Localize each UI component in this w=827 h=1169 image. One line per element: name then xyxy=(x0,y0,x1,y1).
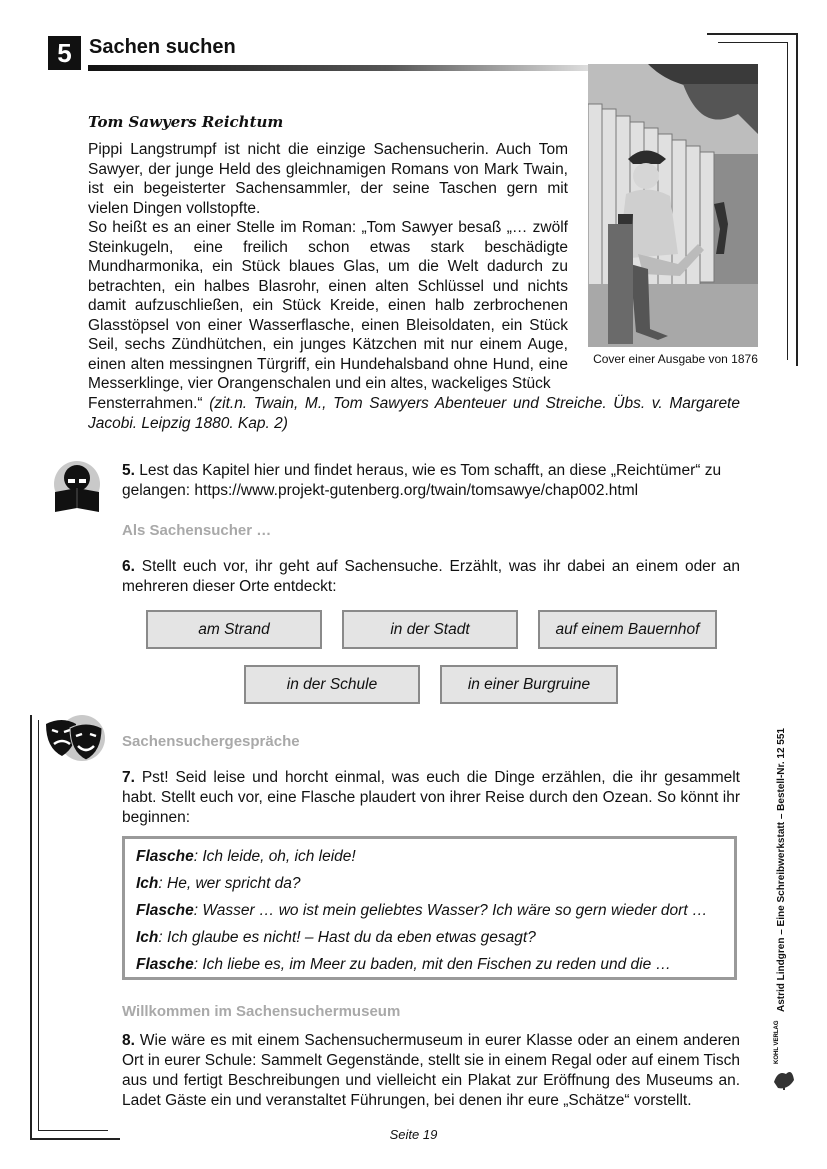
option-in-einer-burgruine: in einer Burgruine xyxy=(440,665,618,704)
frame-line xyxy=(707,33,797,35)
dialogue-text: : He, wer spricht da? xyxy=(158,875,301,892)
dialogue-box xyxy=(122,836,737,980)
dialogue-line xyxy=(136,929,536,947)
dialogue-line xyxy=(136,875,301,893)
book-cover-image xyxy=(588,64,758,347)
page-number: Seite 19 xyxy=(389,1127,438,1142)
dialogue-line xyxy=(136,848,356,866)
page-title: Sachen suchen xyxy=(89,36,236,58)
task-6-number: 6. xyxy=(122,558,135,575)
frame-line xyxy=(38,720,39,1130)
option-am-strand: am Strand xyxy=(146,610,322,649)
dialogue-speaker: Flasche xyxy=(136,902,194,919)
dialogue-speaker: Flasche xyxy=(136,956,194,973)
dialogue-speaker: Ich xyxy=(136,929,159,946)
frame-line xyxy=(718,42,788,43)
intro-text-1: Pippi Langstrumpf ist nicht die einzige Sachensucherin. Auch Tom Sawyer, der junge Held des gleichnamigen Romans von Mark Twain, ist ein begeisterter Sachensammler, der seine Taschen gern mit vielen Dingen vollstopfte. xyxy=(88,141,568,217)
task-6 xyxy=(122,557,740,597)
intro-paragraph-end xyxy=(88,394,740,433)
task-5-number: 5. xyxy=(122,462,135,479)
frame-line xyxy=(787,42,788,360)
intro-text-2: So heißt es an einer Stelle im Roman: „Tom Sawyer besaß „… zwölf Steinkugeln, eine freilich schon etwas stark beschädigte Mundharmonika, ein Stück blaues Glas, um die Welt dadurch zu betrachten, ein halbes Blasrohr, einen alten Schlüssel und nichts damit aufzuschließen, ein Stück Kreide, einen halb zerbrochenen Glasstöpsel von einer Wasserflasche, einen Bleisoldaten, ein Stück Seil, sechs Zündhütchen, ein junges Kätzchen mit nur einem Auge, einen alten messingnen Türgriff, ein Hundehalsband ohne Hund, eine Messerklinge, vier Orangenschalen und ein altes, wackeliges Stück xyxy=(88,219,568,392)
chapter-number: 5 xyxy=(48,36,81,70)
section-subtitle: Tom Sawyers Reichtum xyxy=(88,113,284,131)
side-order-info: Astrid Lindgren – Eine Schreibwerkstatt – Bestell-Nr. 12 551 xyxy=(776,728,787,1012)
task-8-number: 8. xyxy=(122,1032,135,1049)
section-heading-museum: Willkommen im Sachensuchermuseum xyxy=(122,1003,401,1020)
dialogue-text: : Wasser … wo ist mein geliebtes Wasser? Ich wäre so gern wieder dort … xyxy=(193,902,708,919)
section-heading-sachensucher: Als Sachensucher … xyxy=(122,522,272,539)
frame-line xyxy=(30,715,32,1139)
task-7-number: 7. xyxy=(122,769,135,786)
task-5-text: Lest das Kapitel hier und findet heraus, wie es Tom schafft, an diese „Reichtümer“ zu gelangen: https://www.projekt-gutenberg.org/twain/tomsawye/chap002.html xyxy=(122,462,722,499)
option-auf-einem-bauernhof: auf einem Bauernhof xyxy=(538,610,717,649)
dialogue-line xyxy=(136,956,671,974)
frame-line xyxy=(796,33,798,366)
dialogue-text: : Ich liebe es, im Meer zu baden, mit den Fischen zu reden und die … xyxy=(193,956,672,973)
citation: (zit.n. Twain, M., Tom Sawyers Abenteuer und Streiche. Übs. v. Margarete Jacobi. Leipzig 1880. Kap. 2) xyxy=(88,395,740,432)
dialogue-line xyxy=(136,902,707,920)
option-in-der-stadt: in der Stadt xyxy=(342,610,518,649)
task-6-text: Stellt euch vor, ihr geht auf Sachensuche. Erzählt, was ihr dabei an einem oder an mehreren dieser Orte entdeckt: xyxy=(122,558,740,595)
reading-child-icon xyxy=(51,460,103,515)
theater-masks-icon xyxy=(42,714,106,764)
image-caption: Cover einer Ausgabe von 1876 xyxy=(593,352,758,366)
dialogue-text: : Ich leide, oh, ich leide! xyxy=(193,848,356,865)
task-8-text: Wie wäre es mit einem Sachensuchermuseum in eurer Klasse oder an einem anderen Ort in eurer Schule: Sammelt Gegenstände, stellt sie in einem Regal oder auf einem Tisch aus und fertigt Beschreibungen und vielleicht ein Plakat zur Eröffnung des Museums an. Ladet Gäste ein und veranstaltet Führungen, bei denen ihr eure „Schätze“ vorstellt. xyxy=(122,1032,740,1109)
svg-text:KOHL VERLAG: KOHL VERLAG xyxy=(774,1020,780,1064)
section-heading-gespraeche: Sachensuchergespräche xyxy=(122,733,300,750)
title-rule xyxy=(88,65,588,71)
task-8 xyxy=(122,1031,740,1111)
task-5 xyxy=(122,461,740,501)
option-in-der-schule: in der Schule xyxy=(244,665,420,704)
dialogue-speaker: Flasche xyxy=(136,848,194,865)
task-7-text: Pst! Seid leise und horcht einmal, was euch die Dinge erzählen, die ihr gesammelt habt. Stellt euch vor, eine Flasche plaudert von ihrer Reise durch den Ozean. So könnt ihr beginnen: xyxy=(122,769,740,826)
task-7 xyxy=(122,768,740,828)
publisher-logo xyxy=(770,1020,798,1092)
intro-paragraph xyxy=(88,140,568,394)
dialogue-speaker: Ich xyxy=(136,875,159,892)
dialogue-text: : Ich glaube es nicht! – Hast du da eben etwas gesagt? xyxy=(158,929,536,946)
intro-text-end: Fensterrahmen.“ xyxy=(88,395,203,412)
